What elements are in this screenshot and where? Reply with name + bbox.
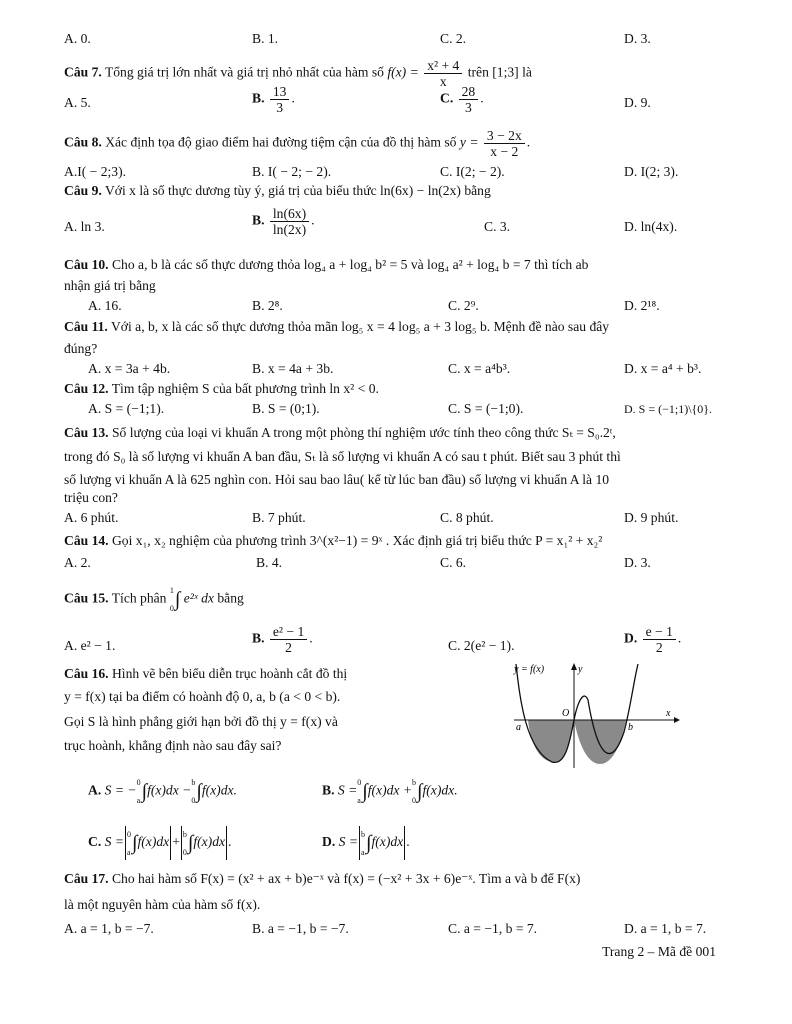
answer-b[interactable]: B. 7 phút. [252,510,306,525]
answer-d[interactable]: D. ln(4x). [624,219,678,234]
question-16-cont: trục hoành, khẳng định nào sau đây sai? [64,738,282,753]
answer-b[interactable]: B. 4. [256,555,283,570]
answer-d[interactable]: D. I(2; 3). [624,164,679,179]
shaded-region-right [574,720,626,764]
answer-b[interactable]: B. $\frac{13}{3}$ . [252,84,295,115]
answer-d[interactable]: D. S =b a∫f(x)dx . [322,826,410,860]
question-15 [64,586,728,613]
answer-c[interactable]: C. x = a⁴b³. [448,361,511,376]
answer-b[interactable]: B. $\frac{\ln(6x)}{\ln(2x)}$ . [252,206,315,237]
answer-a[interactable]: A. S = (−1;1). [88,401,165,416]
y-label: y [578,664,583,675]
answer-a[interactable]: A.I( − 2;3). [64,164,127,179]
question-12 [64,380,728,398]
question-17-cont: là một nguyên hàm của hàm số f(x). [64,897,261,912]
answer-b[interactable]: B. 1. [252,31,279,46]
answer-d[interactable]: D. 9 phút. [624,510,679,525]
question-number: Câu 13. [64,425,109,440]
question-9 [64,182,728,200]
curve [516,664,638,762]
question-number: Câu 9. [64,183,102,198]
question-13-cont: trong đó S₀ là số lượng vi khuẩn A ban đầu, Sₜ là số lượng vi khuẩn A có sau t phút. Biết sau 3 phút thì [64,449,621,464]
question-11 [64,318,728,336]
integral-limits: 1 0 [169,586,174,613]
question-text: Cho a, b là các số thực dương thỏa log₄ a + log₄ b² = 5 và log₄ a² + log₄ b = 7 thì tích ab [111,257,589,272]
answer-a[interactable]: A. a = 1, b = −7. [64,921,154,936]
question-tail: bằng [217,590,244,606]
question-number: Câu 16. [64,666,109,681]
page-footer: Trang 2 – Mã đề 001 [602,944,716,959]
question-13 [64,424,728,442]
answer-b[interactable]: B. S =0 a∫f(x)dx +b 0∫f(x)dx. [322,778,458,805]
question-13-cont: triệu con? [64,490,118,505]
function-fraction: $\frac{\text{x² + 4}}{x}$ [424,58,462,89]
answer-c[interactable]: C. S = (−1;0). [448,401,524,416]
question-tail: trên [1;3] là [467,64,532,80]
answer-b[interactable]: B. x = 4a + 3b. [252,361,334,376]
function-fraction: $\frac{3 - 2x}{x - 2}$ [484,128,525,159]
question-text: Với a, b, x là các số thực dương thỏa mãn log₅ x = 4 log₅ a + 3 log₅ b. Mệnh đề nào sau đây [110,319,610,334]
question-number: Câu 12. [64,381,109,396]
question-number: Câu 11. [64,319,108,334]
answer-a[interactable]: A. 5. [64,95,91,110]
answer-c[interactable]: C. S =0 a∫f(x)dx +b 0∫f(x)dx . [88,826,231,860]
answer-a[interactable]: A. 6 phút. [64,510,119,525]
b-label: b [628,722,633,733]
x-label: x [666,708,671,719]
answer-c[interactable]: C. $\frac{28}{3}$ . [440,84,484,115]
answer-d[interactable]: D. 3. [624,555,651,570]
fx-label: y = f(x) [514,664,545,675]
question-number: Câu 15. [64,590,109,606]
question-text: Xác định tọa độ giao điểm hai đường tiệm cận của đồ thị hàm số [105,134,457,150]
answer-c[interactable]: C. 2. [440,31,467,46]
answer-c[interactable]: C. 2(e² − 1). [448,638,515,653]
question-number: Câu 7. [64,64,102,80]
answer-a[interactable]: A. ln 3. [64,219,105,234]
answer-a[interactable]: A. x = 3a + 4b. [88,361,171,376]
x-axis-arrow-icon [674,717,680,723]
answer-b[interactable]: B. $\frac{\text{e² − 1}}{2}$ . [252,624,313,655]
answer-b[interactable]: B. 2⁸. [252,298,283,313]
question-text: Tìm tập nghiệm S của bất phương trình ln x² < 0. [111,381,379,396]
function-graph [508,660,680,772]
question-16-cont: y = f(x) tại ba điểm có hoành độ 0, a, b (a < 0 < b). [64,689,341,704]
question-number: Câu 17. [64,871,109,886]
question-10-cont: nhận giá trị bằng [64,278,156,293]
answer-a[interactable]: A. S = −0 a∫f(x)dx −b 0∫f(x)dx. [88,778,237,805]
question-8: Câu 8. Xác định tọa độ giao điểm hai đường tiệm cận của đồ thị hàm số y = $\frac{3 - 2x}{x - 2}$ . [64,128,531,159]
origin-label: O [562,708,570,719]
answer-d[interactable]: D. S = (−1;1)\{0}. [624,402,713,416]
answer-c[interactable]: C. a = −1, b = 7. [448,921,538,936]
answer-d[interactable]: D. 9. [624,95,651,110]
question-number: Câu 14. [64,533,109,548]
answer-b[interactable]: B. I( − 2; − 2). [252,164,332,179]
y-axis-arrow-icon [571,663,577,670]
question-text: Tích phân [111,590,167,606]
answer-c[interactable]: C. 8 phút. [440,510,494,525]
answer-b[interactable]: B. S = (0;1). [252,401,320,416]
answer-a[interactable]: A. e² − 1. [64,638,116,653]
question-number: Câu 10. [64,257,109,272]
answer-c[interactable]: C. I(2; − 2). [440,164,505,179]
function-label: y = [459,134,479,150]
answer-d[interactable]: D. $\frac{e - 1}{2}$ . [624,624,682,655]
answer-d[interactable]: D. a = 1, b = 7. [624,921,707,936]
question-number: Câu 8. [64,134,102,150]
answer-a[interactable]: A. 16. [88,298,122,313]
question-14 [64,532,728,550]
answer-a[interactable]: A. 2. [64,555,91,570]
question-text: Số lượng của loại vi khuẩn A trong một phòng thí nghiệm ước tính theo công thức Sₜ = S₀.2ᵗ, [111,425,616,440]
shaded-region-left [528,720,574,762]
function-label: f(x) = [387,64,419,80]
question-11-cont: đúng? [64,341,98,356]
answer-c[interactable]: C. 3. [484,219,511,234]
question-text: Tổng giá trị lớn nhất và giá trị nhỏ nhất của hàm số [104,64,384,80]
question-10 [64,256,728,274]
question-text: Hình vẽ bên biểu diễn trục hoành cắt đồ thị [111,666,348,681]
answer-d[interactable]: D. x = a⁴ + b³. [624,361,702,376]
answer-c[interactable]: C. 2⁹. [448,298,479,313]
question-text: Gọi x₁, x₂ nghiệm của phương trình 3^(x²−1) = 9ˣ . Xác định giá trị biểu thức P = x₁² + x₂² [111,533,603,548]
question-16 [64,665,347,683]
a-label: a [516,722,521,733]
question-7 [64,58,728,89]
answer-d[interactable]: D. 3. [624,31,651,46]
answer-d[interactable]: D. 2¹⁸. [624,298,660,313]
question-text: Cho hai hàm số F(x) = (x² + ax + b)e⁻ˣ và f(x) = (−x² + 3x + 6)e⁻ˣ. Tìm a và b để F(x) [111,871,581,886]
answer-b[interactable]: B. a = −1, b = −7. [252,921,349,936]
question-13-cont: số lượng vi khuẩn A là 625 nghìn con. Hỏi sau bao lâu( kể từ lúc ban đầu) số lượng vi khuẩn A là 10 [64,472,610,487]
integral-sign: ∫ [174,588,181,611]
answer-c[interactable]: C. 6. [440,555,467,570]
answer-a[interactable]: A. 0. [64,31,91,46]
integrand: e²ˣ dx [183,590,214,606]
question-17 [64,870,728,888]
question-16-cont: Gọi S là hình phẳng giới hạn bởi đồ thị y = f(x) và [64,714,338,729]
question-text: Với x là số thực dương tùy ý, giá trị của biểu thức ln(6x) − ln(2x) bằng [104,183,491,198]
